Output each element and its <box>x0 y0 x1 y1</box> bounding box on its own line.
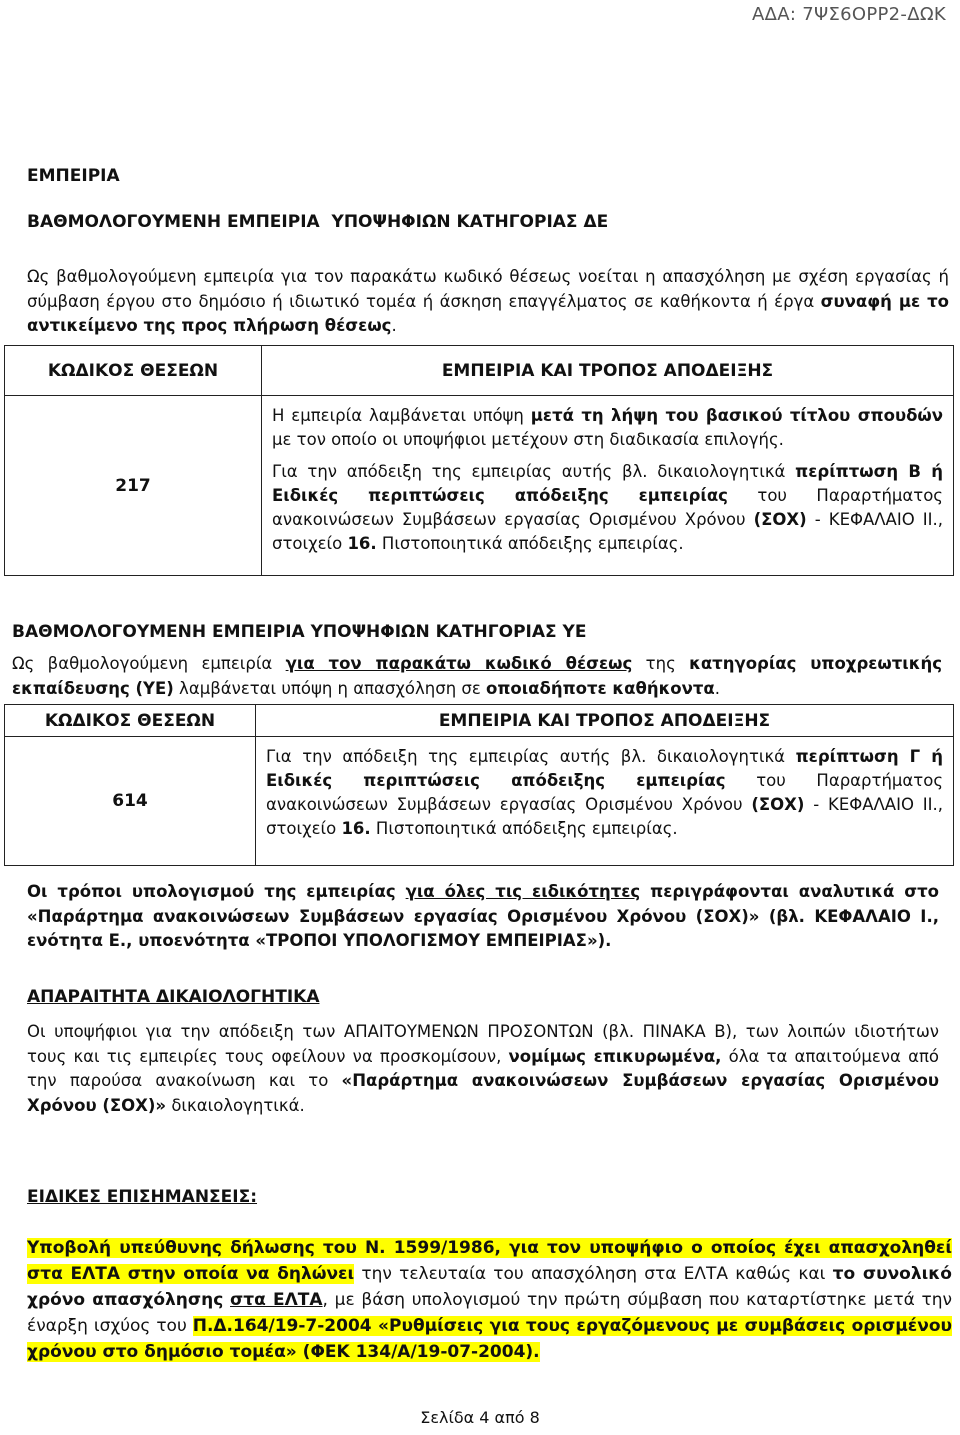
de-experience-cell <box>262 396 954 576</box>
underlined-text: για όλες τις ειδικότητες <box>405 882 641 901</box>
de-table-row <box>5 396 954 576</box>
text: όλα τα απαιτούμενα από την παρούσα ανακοίνωση και το <box>27 1046 939 1090</box>
bold-text: 16. <box>341 819 371 838</box>
bold-text: «Παράρτημα ανακοινώσεων Συμβάσεων εργασίας Ορισμένου Χρόνου (ΣΟΧ)» <box>27 1071 939 1115</box>
ye-cell-para <box>266 745 943 841</box>
text: Η εμπειρία λαμβάνεται υπόψη <box>272 406 531 425</box>
text: Οι υποψήφιοι για την απόδειξη των ΑΠΑΙΤΟΥΜΕΝΩΝ ΠΡΟΣΟΝΤΩΝ (βλ. ΠΙΝΑΚΑ Β), των λοιπών ιδιοτήτων τους και τις εμπειρίες τους οφείλουν να προσκομίσουν, <box>27 1022 939 1066</box>
bold-text: (ΣΟΧ) <box>751 795 805 814</box>
de-col-experience-header: ΕΜΠΕΙΡΙΑ ΚΑΙ ΤΡΟΠΟΣ ΑΠΟΔΕΙΞΗΣ <box>262 346 954 396</box>
underlined-bold-text: στα ΕΛΤΑ <box>230 1290 323 1310</box>
de-position-code: 217 <box>5 396 262 576</box>
ye-col-code-header: ΚΩΔΙΚΟΣ ΘΕΣΕΩΝ <box>5 705 256 737</box>
text: του Παραρτήματος ανακοινώσεων Συμβάσεων εργασίας Ορισμένου Χρόνου <box>266 771 944 814</box>
page-number: Σελίδα 4 από 8 <box>420 1408 540 1427</box>
bold-text: 16. <box>347 534 377 553</box>
text: του Παραρτήματος ανακοινώσεων Συμβάσεων εργασίας Ορισμένου Χρόνου <box>272 486 943 529</box>
section-title: ΕΜΠΕΙΡΙΑ <box>27 166 120 186</box>
de-intro-end: . <box>391 316 397 335</box>
text <box>223 1290 230 1310</box>
bold-text: το συνολικό χρόνο απασχόλησης <box>27 1264 952 1310</box>
de-intro-bold: συναφή με το αντικείμενο της προς πλήρωση θέσεως <box>27 291 949 335</box>
text: την τελευταία του απασχόληση στα ΕΛΤΑ καθώς και <box>354 1264 833 1284</box>
ye-intro <box>12 652 942 701</box>
text: , με βάση υπολογισμού την πρώτη σύμβαση που καταρτίστηκε μετά την έναρξη ισχύος του <box>27 1290 952 1336</box>
ye-table <box>4 704 954 866</box>
de-intro-text: Ως βαθμολογούμενη εμπειρία για τον παρακάτω κωδικό θέσεως νοείται η απασχόληση με σχέση εργασίας ή σύμβαση έργου στο δημόσιο ή ιδιωτικό τομέα ή άσκηση επαγγέλματος σε καθήκοντα ή έργα <box>27 267 949 311</box>
ye-experience-cell <box>256 737 954 866</box>
ye-position-code: 614 <box>5 737 256 866</box>
de-heading: ΒΑΘΜΟΛΟΓΟΥΜΕΝΗ ΕΜΠΕΙΡΙΑ ΥΠΟΨΗΦΙΩΝ ΚΑΤΗΓΟΡΙΑΣ ΔΕ <box>27 212 609 232</box>
required-heading: ΑΠΑΡΑΙΤΗΤΑ ΔΙΚΑΙΟΛΟΓΗΤΙΚΑ <box>27 987 320 1007</box>
text: Πιστοποιητικά απόδειξης εμπειρίας. <box>376 534 684 553</box>
de-cell-para-1 <box>272 404 943 452</box>
text: περιγράφονται αναλυτικά στο «Παράρτημα ανακοινώσεων Συμβάσεων εργασίας Ορισμένου Χρόνου (ΣΟΧ)» (βλ. ΚΕΦΑΛΑΙΟ Ι., ενότητα Ε., υποενότητα «ΤΡΟΠΟΙ ΥΠΟΛΟΓΙΣΜΟΥ ΕΜΠΕΙΡΙΑΣ»). <box>27 882 939 950</box>
text: Για την απόδειξη της εμπειρίας αυτής βλ. δικαιολογητικά <box>272 462 796 481</box>
text: - ΚΕΦΑΛΑΙΟ ΙΙ., στοιχείο <box>266 795 943 838</box>
de-cell-para-2 <box>272 460 943 556</box>
ye-table-row <box>5 737 954 866</box>
special-heading: ΕΙΔΙΚΕΣ ΕΠΙΣΗΜΑΝΣΕΙΣ: <box>27 1187 258 1207</box>
bold-text: οποιαδήποτε καθήκοντα <box>486 678 715 698</box>
calc-paragraph <box>27 880 939 954</box>
text: Οι τρόποι υπολογισμού της εμπειρίας <box>27 882 406 901</box>
bold-text: περίπτωση Β ή Ειδικές περιπτώσεις απόδειξης εμπειρίας <box>272 462 943 505</box>
ada-code: ΑΔΑ: 7ΨΣ6ΟΡΡ2-ΔΩΚ <box>752 4 946 25</box>
highlighted-bold-text: Π.Δ.164/19-7-2004 «Ρυθμίσεις για τους εργαζόμενους με συμβάσεις ορισμένου χρόνου στο δημόσιο τομέα» (ΦΕΚ 134/Α/19-07-2004). <box>27 1316 952 1362</box>
de-intro <box>27 265 949 339</box>
text: - ΚΕΦΑΛΑΙΟ ΙΙ., στοιχείο <box>272 510 943 553</box>
bold-text: νομίμως επικυρωμένα, <box>508 1046 722 1066</box>
ye-table-header-row <box>5 705 954 737</box>
ye-heading: ΒΑΘΜΟΛΟΓΟΥΜΕΝΗ ΕΜΠΕΙΡΙΑ ΥΠΟΨΗΦΙΩΝ ΚΑΤΗΓΟΡΙΑΣ ΥΕ <box>12 622 587 642</box>
text: της <box>632 654 690 673</box>
text: δικαιολογητικά. <box>166 1095 305 1115</box>
ye-col-experience-header: ΕΜΠΕΙΡΙΑ ΚΑΙ ΤΡΟΠΟΣ ΑΠΟΔΕΙΞΗΣ <box>256 705 954 737</box>
de-table <box>4 345 954 576</box>
de-table-header-row <box>5 346 954 396</box>
bold-text: περίπτωση Γ ή Ειδικές περιπτώσεις απόδειξης εμπειρίας <box>266 747 943 790</box>
bold-text: μετά τη λήψη του βασικού τίτλου σπουδών <box>530 406 943 425</box>
required-paragraph <box>27 1020 939 1118</box>
text: Ως βαθμολογούμενη εμπειρία <box>12 654 286 673</box>
text: Πιστοποιητικά απόδειξης εμπειρίας. <box>370 819 678 838</box>
text: . <box>714 678 720 698</box>
highlighted-bold-text: Υποβολή υπεύθυνης δήλωσης του Ν. 1599/1986, για τον υποψήφιο ο οποίος έχει απασχοληθεί στα ΕΛΤΑ στην οποία να δηλώνει <box>27 1238 952 1284</box>
special-paragraph <box>27 1235 952 1365</box>
text: λαμβάνεται υπόψη η απασχόληση σε <box>173 678 487 698</box>
bold-text: κατηγορίας υποχρεωτικής εκπαίδευσης (ΥΕ) <box>12 654 942 698</box>
text: με τον οποίο οι υποψήφιοι μετέχουν στη διαδικασία επιλογής. <box>272 430 784 449</box>
bold-text: (ΣΟΧ) <box>753 510 807 529</box>
underlined-bold-text: για τον παρακάτω κωδικό θέσεως <box>285 654 633 673</box>
text: Για την απόδειξη της εμπειρίας αυτής βλ. δικαιολογητικά <box>266 747 796 766</box>
de-col-code-header: ΚΩΔΙΚΟΣ ΘΕΣΕΩΝ <box>5 346 262 396</box>
